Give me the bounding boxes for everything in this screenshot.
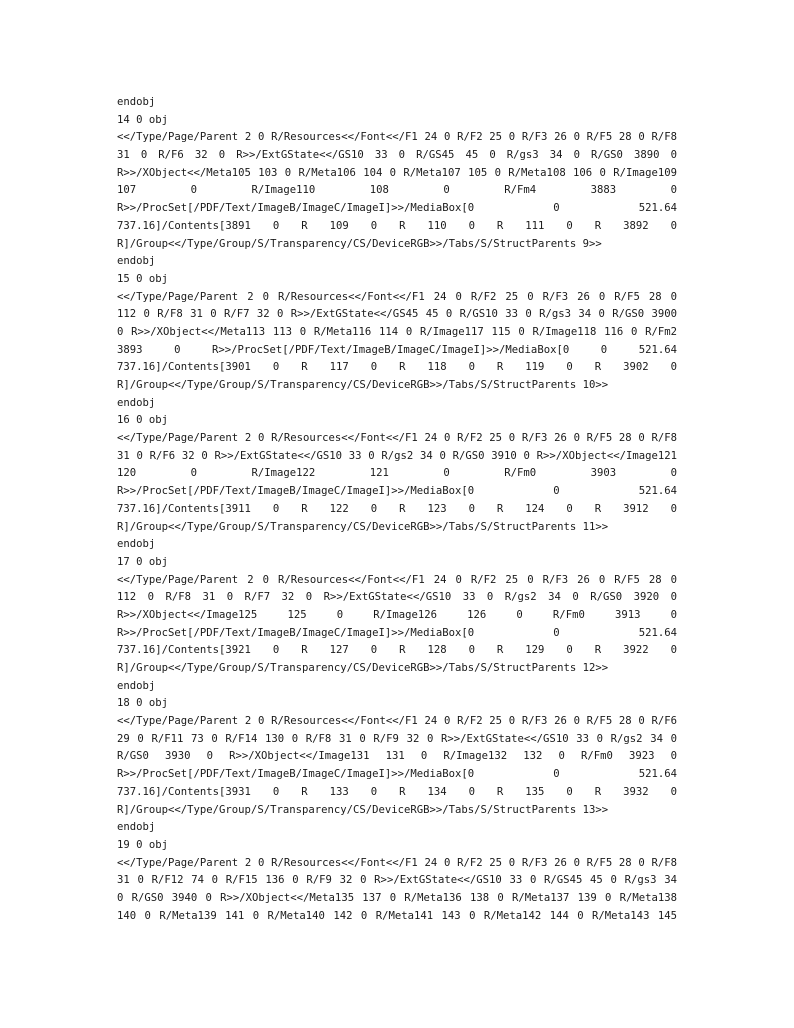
text-line: 737.16]/Contents[3921 0 R 127 0 R 128 0 R 129 0 R 3922 0 [117, 644, 677, 657]
text-line: 17 0 obj [117, 555, 169, 568]
text-line: 0 R/GS0 3940 0 R>>/XObject<</Meta135 137 0 R/Meta136 138 0 R/Meta137 139 0 R/Meta138 [117, 891, 677, 904]
text-line: 107 0 R/Image110 108 0 R/Fm4 3883 0 [117, 184, 677, 197]
text-line: R]/Group<</Type/Group/S/Transparency/CS/DeviceRGB>>/Tabs/S/StructParents 10>> [117, 379, 609, 391]
text-line: 19 0 obj [117, 838, 169, 851]
text-line: R>>/ProcSet[/PDF/Text/ImageB/ImageC/ImageI]>>/MediaBox[0 0 521.64 [117, 485, 677, 498]
text-line: 16 0 obj [117, 414, 169, 427]
text-line: <</Type/Page/Parent 2 0 R/Resources<</Font<</F1 24 0 R/F2 25 0 R/F3 26 0 R/F5 28 0 [117, 290, 677, 303]
text-line: <</Type/Page/Parent 2 0 R/Resources<</Font<</F1 24 0 R/F2 25 0 R/F3 26 0 R/F5 28 0 R/F8 [117, 856, 677, 869]
text-line: 31 0 R/F6 32 0 R>>/ExtGState<</GS10 33 0 R/GS45 45 0 R/gs3 34 0 R/GS0 3890 0 [117, 149, 677, 162]
text-line: R]/Group<</Type/Group/S/Transparency/CS/DeviceRGB>>/Tabs/S/StructParents 9>> [117, 237, 602, 250]
text-line: 737.16]/Contents[3931 0 R 133 0 R 134 0 R 135 0 R 3932 0 [117, 785, 677, 798]
text-line: R>>/XObject<</Image125 125 0 R/Image126 126 0 R/Fm0 3913 0 [117, 608, 677, 621]
text-line: R]/Group<</Type/Group/S/Transparency/CS/DeviceRGB>>/Tabs/S/StructParents 12>> [117, 662, 609, 674]
text-line: endobj [117, 255, 156, 268]
text-line: <</Type/Page/Parent 2 0 R/Resources<</Font<</F1 24 0 R/F2 25 0 R/F3 26 0 R/F5 28 0 R/F8 [117, 432, 677, 445]
text-line: 0 R>>/XObject<</Meta113 113 0 R/Meta116 114 0 R/Image117 115 0 R/Image118 116 0 R/Fm2 [117, 325, 677, 338]
text-line: R>>/ProcSet[/PDF/Text/ImageB/ImageC/ImageI]>>/MediaBox[0 0 521.64 [117, 768, 677, 781]
text-line: <</Type/Page/Parent 2 0 R/Resources<</Font<</F1 24 0 R/F2 25 0 R/F3 26 0 R/F5 28 0 R/F6 [117, 715, 677, 728]
text-line: 112 0 R/F8 31 0 R/F7 32 0 R>>/ExtGState<</GS10 33 0 R/gs2 34 0 R/GS0 3920 0 [117, 591, 677, 604]
text-line: 31 0 R/F6 32 0 R>>/ExtGState<</GS10 33 0 R/gs2 34 0 R/GS0 3910 0 R>>/XObject<</Image121 [117, 449, 677, 462]
text-line: endobj [117, 821, 156, 834]
text-line: R>>/ProcSet[/PDF/Text/ImageB/ImageC/ImageI]>>/MediaBox[0 0 521.64 [117, 202, 677, 215]
text-line: 18 0 obj [117, 697, 169, 710]
text-line: endobj [117, 396, 156, 409]
text-line: endobj [117, 538, 156, 551]
text-line: 3893 0 R>>/ProcSet[/PDF/Text/ImageB/ImageC/ImageI]>>/MediaBox[0 0 521.64 [117, 343, 677, 356]
text-line: R>>/ProcSet[/PDF/Text/ImageB/ImageC/ImageI]>>/MediaBox[0 0 521.64 [117, 626, 677, 639]
text-line: 112 0 R/F8 31 0 R/F7 32 0 R>>/ExtGState<</GS45 45 0 R/GS10 33 0 R/gs3 34 0 R/GS0 3900 [117, 308, 677, 321]
text-line: R>>/XObject<</Meta105 103 0 R/Meta106 104 0 R/Meta107 105 0 R/Meta108 106 0 R/Image109 [117, 166, 677, 179]
text-line: <</Type/Page/Parent 2 0 R/Resources<</Font<</F1 24 0 R/F2 25 0 R/F3 26 0 R/F5 28 0 [117, 573, 677, 586]
text-line: 29 0 R/F11 73 0 R/F14 130 0 R/F8 31 0 R/F9 32 0 R>>/ExtGState<</GS10 33 0 R/gs2 34 0 [117, 732, 677, 745]
text-line: <</Type/Page/Parent 2 0 R/Resources<</Font<</F1 24 0 R/F2 25 0 R/F3 26 0 R/F5 28 0 R/F8 [117, 131, 677, 144]
text-line: 15 0 obj [117, 272, 169, 285]
text-line: R]/Group<</Type/Group/S/Transparency/CS/DeviceRGB>>/Tabs/S/StructParents 11>> [117, 520, 609, 533]
text-line: 737.16]/Contents[3911 0 R 122 0 R 123 0 R 124 0 R 3912 0 [117, 502, 677, 515]
text-line: 737.16]/Contents[3891 0 R 109 0 R 110 0 R 111 0 R 3892 0 [117, 219, 677, 232]
text-line: endobj [117, 679, 156, 692]
pdf-source-text [117, 94, 677, 925]
text-line: 14 0 obj [117, 113, 169, 126]
text-line: R]/Group<</Type/Group/S/Transparency/CS/DeviceRGB>>/Tabs/S/StructParents 13>> [117, 803, 609, 816]
text-line: R/GS0 3930 0 R>>/XObject<</Image131 131 0 R/Image132 132 0 R/Fm0 3923 0 [117, 750, 677, 763]
text-line: 31 0 R/F12 74 0 R/F15 136 0 R/F9 32 0 R>>/ExtGState<</GS10 33 0 R/GS45 45 0 R/gs3 34 [117, 874, 677, 887]
text-line: 120 0 R/Image122 121 0 R/Fm0 3903 0 [117, 467, 677, 480]
text-line: endobj [117, 96, 156, 108]
text-line: 737.16]/Contents[3901 0 R 117 0 R 118 0 R 119 0 R 3902 0 [117, 361, 677, 374]
text-line: 140 0 R/Meta139 141 0 R/Meta140 142 0 R/Meta141 143 0 R/Meta142 144 0 R/Meta143 145 [117, 909, 677, 922]
